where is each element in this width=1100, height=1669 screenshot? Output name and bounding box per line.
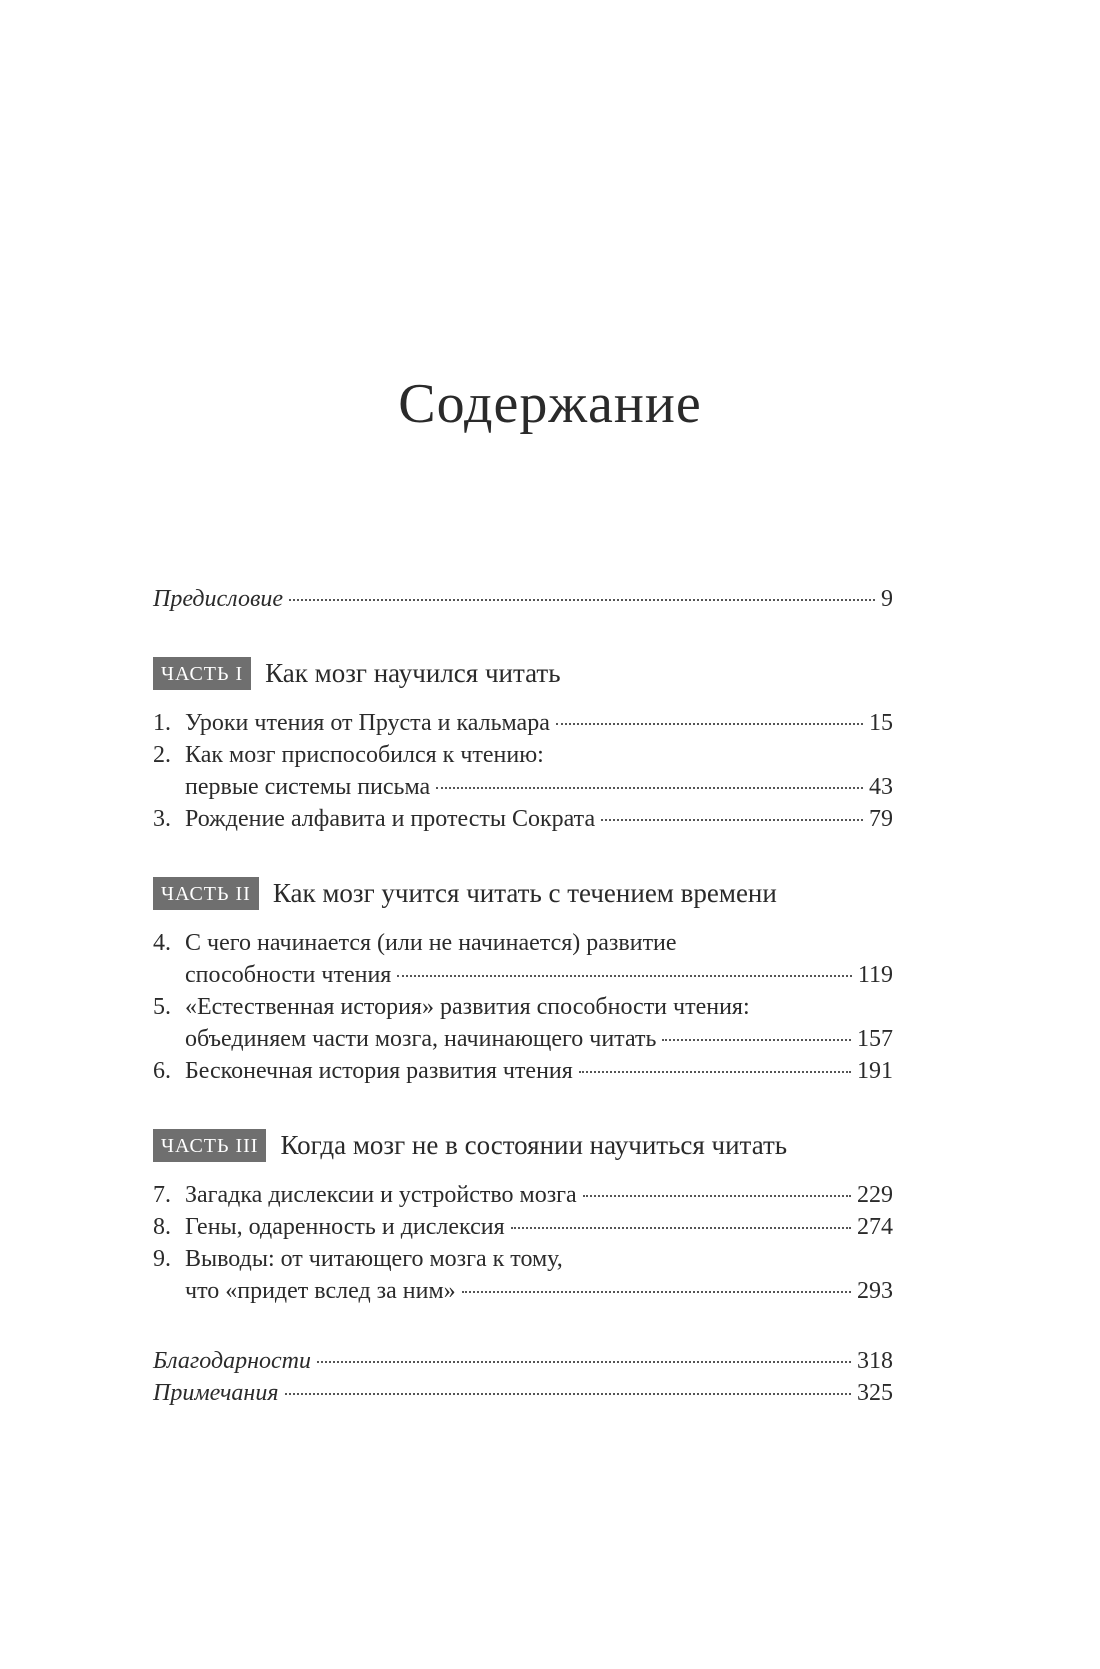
entry-title: Гены, одаренность и дислексия — [185, 1214, 505, 1240]
entry-page: 274 — [857, 1214, 893, 1240]
entry-page: 191 — [857, 1058, 893, 1084]
entry-title: «Естественная история» развития способности чтения: — [185, 994, 750, 1020]
entry-page: 9 — [881, 586, 893, 612]
dot-leader — [436, 787, 863, 789]
toc-entry-chapter-2-line-1[interactable] — [153, 739, 893, 771]
part-title: Когда мозг не в состоянии научиться читать — [280, 1129, 788, 1160]
toc-entry-chapter-4-line-2[interactable] — [153, 959, 893, 991]
toc-entry-chapter-8[interactable] — [153, 1211, 893, 1243]
part-label: ЧАСТЬ II — [153, 877, 259, 910]
entry-title: Как мозг приспособился к чтению: — [185, 742, 544, 768]
entry-title: Предисловие — [153, 586, 284, 612]
dot-leader — [662, 1039, 851, 1041]
entry-page: 325 — [857, 1380, 893, 1406]
toc-entry-chapter-4-line-1[interactable] — [153, 927, 893, 959]
toc-entry-preface[interactable] — [153, 583, 893, 615]
part-label: ЧАСТЬ III — [153, 1129, 266, 1162]
entry-page: 293 — [857, 1278, 893, 1304]
toc-entry-chapter-6[interactable] — [153, 1055, 893, 1087]
chapter-number: 1. — [153, 710, 171, 736]
entry-title: Уроки чтения от Пруста и кальмара — [185, 710, 550, 736]
toc-entry-chapter-5-line-1[interactable] — [153, 991, 893, 1023]
chapter-number: 3. — [153, 806, 171, 832]
dot-leader — [583, 1195, 851, 1197]
chapter-number: 6. — [153, 1058, 171, 1084]
entry-title: Бесконечная история развития чтения — [185, 1058, 573, 1084]
entry-title: Примечания — [153, 1380, 279, 1406]
page-title: Содержание — [398, 373, 702, 435]
part-label: ЧАСТЬ I — [153, 657, 251, 690]
toc-entry-notes[interactable] — [153, 1377, 893, 1409]
toc-entry-chapter-1[interactable] — [153, 707, 893, 739]
entry-title: Загадка дислексии и устройство мозга — [185, 1182, 577, 1208]
entry-title: Рождение алфавита и протесты Сократа — [185, 806, 596, 832]
dot-leader — [556, 723, 863, 725]
dot-leader — [397, 975, 852, 977]
chapter-number: 9. — [153, 1246, 171, 1272]
toc-entry-chapter-9-line-2[interactable] — [153, 1275, 893, 1307]
entry-title-continued: способности чтения — [185, 962, 392, 988]
toc-entry-chapter-9-line-1[interactable] — [153, 1243, 893, 1275]
entry-page: 229 — [857, 1182, 893, 1208]
chapter-number: 7. — [153, 1182, 171, 1208]
entry-title: С чего начинается (или не начинается) развитие — [185, 930, 677, 956]
entry-page: 43 — [869, 774, 893, 800]
toc-entry-chapter-3[interactable] — [153, 803, 893, 835]
entry-title-continued: объединяем части мозга, начинающего читать — [185, 1026, 657, 1052]
toc-entry-chapter-2-line-2[interactable] — [153, 771, 893, 803]
dot-leader — [579, 1071, 851, 1073]
dot-leader — [462, 1291, 851, 1293]
entry-page: 318 — [857, 1348, 893, 1374]
toc-entry-acknowledgements[interactable] — [153, 1345, 893, 1377]
entry-title: Благодарности — [153, 1348, 311, 1374]
part-title: Как мозг научился читать — [265, 657, 561, 688]
chapter-number: 4. — [153, 930, 171, 956]
chapter-number: 2. — [153, 742, 171, 768]
part-heading-1 — [153, 653, 893, 693]
entry-page: 79 — [869, 806, 893, 832]
part-heading-2 — [153, 873, 893, 913]
dot-leader — [317, 1361, 851, 1363]
dot-leader — [511, 1227, 851, 1229]
entry-page: 157 — [857, 1026, 893, 1052]
toc-entry-chapter-5-line-2[interactable] — [153, 1023, 893, 1055]
entry-page: 119 — [857, 962, 893, 988]
entry-title-continued: первые системы письма — [185, 774, 431, 800]
entry-title: Выводы: от читающего мозга к тому, — [185, 1246, 563, 1272]
chapter-number: 8. — [153, 1214, 171, 1240]
spacer — [153, 1307, 893, 1345]
dot-leader — [285, 1393, 852, 1395]
table-of-contents — [153, 583, 893, 1409]
dot-leader — [601, 819, 863, 821]
chapter-number: 5. — [153, 994, 171, 1020]
part-title: Как мозг учится читать с течением времени — [272, 877, 777, 908]
entry-title-continued: что «придет вслед за ним» — [185, 1278, 456, 1304]
entry-page: 15 — [869, 710, 893, 736]
part-heading-3 — [153, 1125, 893, 1165]
toc-entry-chapter-7[interactable] — [153, 1179, 893, 1211]
dot-leader — [289, 599, 875, 601]
